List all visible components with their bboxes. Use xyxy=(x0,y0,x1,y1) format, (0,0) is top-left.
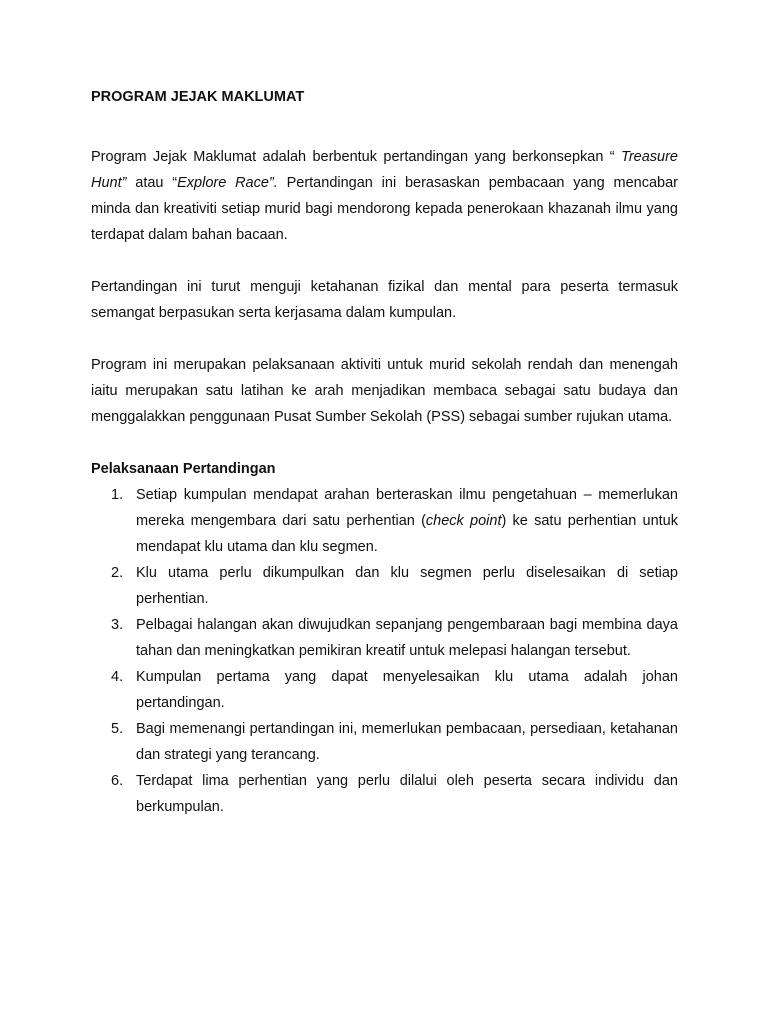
list-item-number: 5. xyxy=(111,721,124,737)
list-item-text: Kumpulan pertama yang dapat menyelesaikan klu utama adalah johan pertandingan. xyxy=(136,669,678,711)
list-item-number: 2. xyxy=(111,565,124,581)
list-item-text: Setiap kumpulan mendapat arahan berteraskan ilmu pengetahuan – memerlukan mereka mengembara dari satu perhentian ( xyxy=(136,487,678,529)
list-item xyxy=(91,768,678,820)
document-body xyxy=(91,84,678,820)
section-heading: Pelaksanaan Pertandingan xyxy=(91,461,276,477)
intro-text-e: Pertandingan ini berasaskan pembacaan yang mencabar minda dan kreativiti setiap murid bagi mendorong kepada penerokaan khazanah ilmu yang terdapat dalam bahan bacaan. xyxy=(91,175,679,243)
list-item-number: 1. xyxy=(111,487,124,503)
list-item-italic: check point xyxy=(425,513,502,529)
paragraph-3: Program ini merupakan pelaksanaan aktiviti untuk murid sekolah rendah dan menengah iaitu merupakan satu latihan ke arah menjadikan membaca sebagai satu budaya dan menggalakkan penggunaan Pusat Sumber Sekolah (PSS) sebagai sumber rujukan utama. xyxy=(91,357,678,425)
procedure-list xyxy=(91,482,678,820)
paragraph-2: Pertandingan ini turut menguji ketahanan fizikal dan mental para peserta termasuk semangat berpasukan serta kerjasama dalam kumpulan. xyxy=(91,279,678,321)
list-item xyxy=(91,482,678,560)
list-item-text: Terdapat lima perhentian yang perlu dilalui oleh peserta secara individu dan berkumpulan. xyxy=(136,773,678,815)
list-item-number: 4. xyxy=(111,669,124,685)
list-item xyxy=(91,612,678,664)
list-item-number: 6. xyxy=(111,773,124,789)
list-item-text: Pelbagai halangan akan diwujudkan sepanjang pengembaraan bagi membina daya tahan dan meningkatkan pemikiran kreatif untuk melepasi halangan tersebut. xyxy=(136,617,678,659)
intro-italic-explore-race: Explore Race”. xyxy=(177,175,278,191)
intro-paragraph xyxy=(91,144,678,248)
intro-text-c: atau “ xyxy=(126,175,178,191)
list-item xyxy=(91,716,678,768)
list-item-text: Bagi memenangi pertandingan ini, memerlukan pembacaan, persediaan, ketahanan dan strategi yang terancang. xyxy=(136,721,678,763)
list-item xyxy=(91,664,678,716)
intro-italic-treasure-hunt: Treasure Hunt” xyxy=(91,149,678,191)
list-item-number: 3. xyxy=(111,617,124,633)
intro-text-a: Program Jejak Maklumat adalah berbentuk pertandingan yang berkonsepkan “ xyxy=(91,149,622,165)
list-item-text: Klu utama perlu dikumpulkan dan klu segmen perlu diselesaikan di setiap perhentian. xyxy=(136,565,678,607)
list-item-text: ) ke satu perhentian untuk mendapat klu utama dan klu segmen. xyxy=(136,513,678,555)
list-item xyxy=(91,560,678,612)
document-title: PROGRAM JEJAK MAKLUMAT xyxy=(91,89,305,105)
